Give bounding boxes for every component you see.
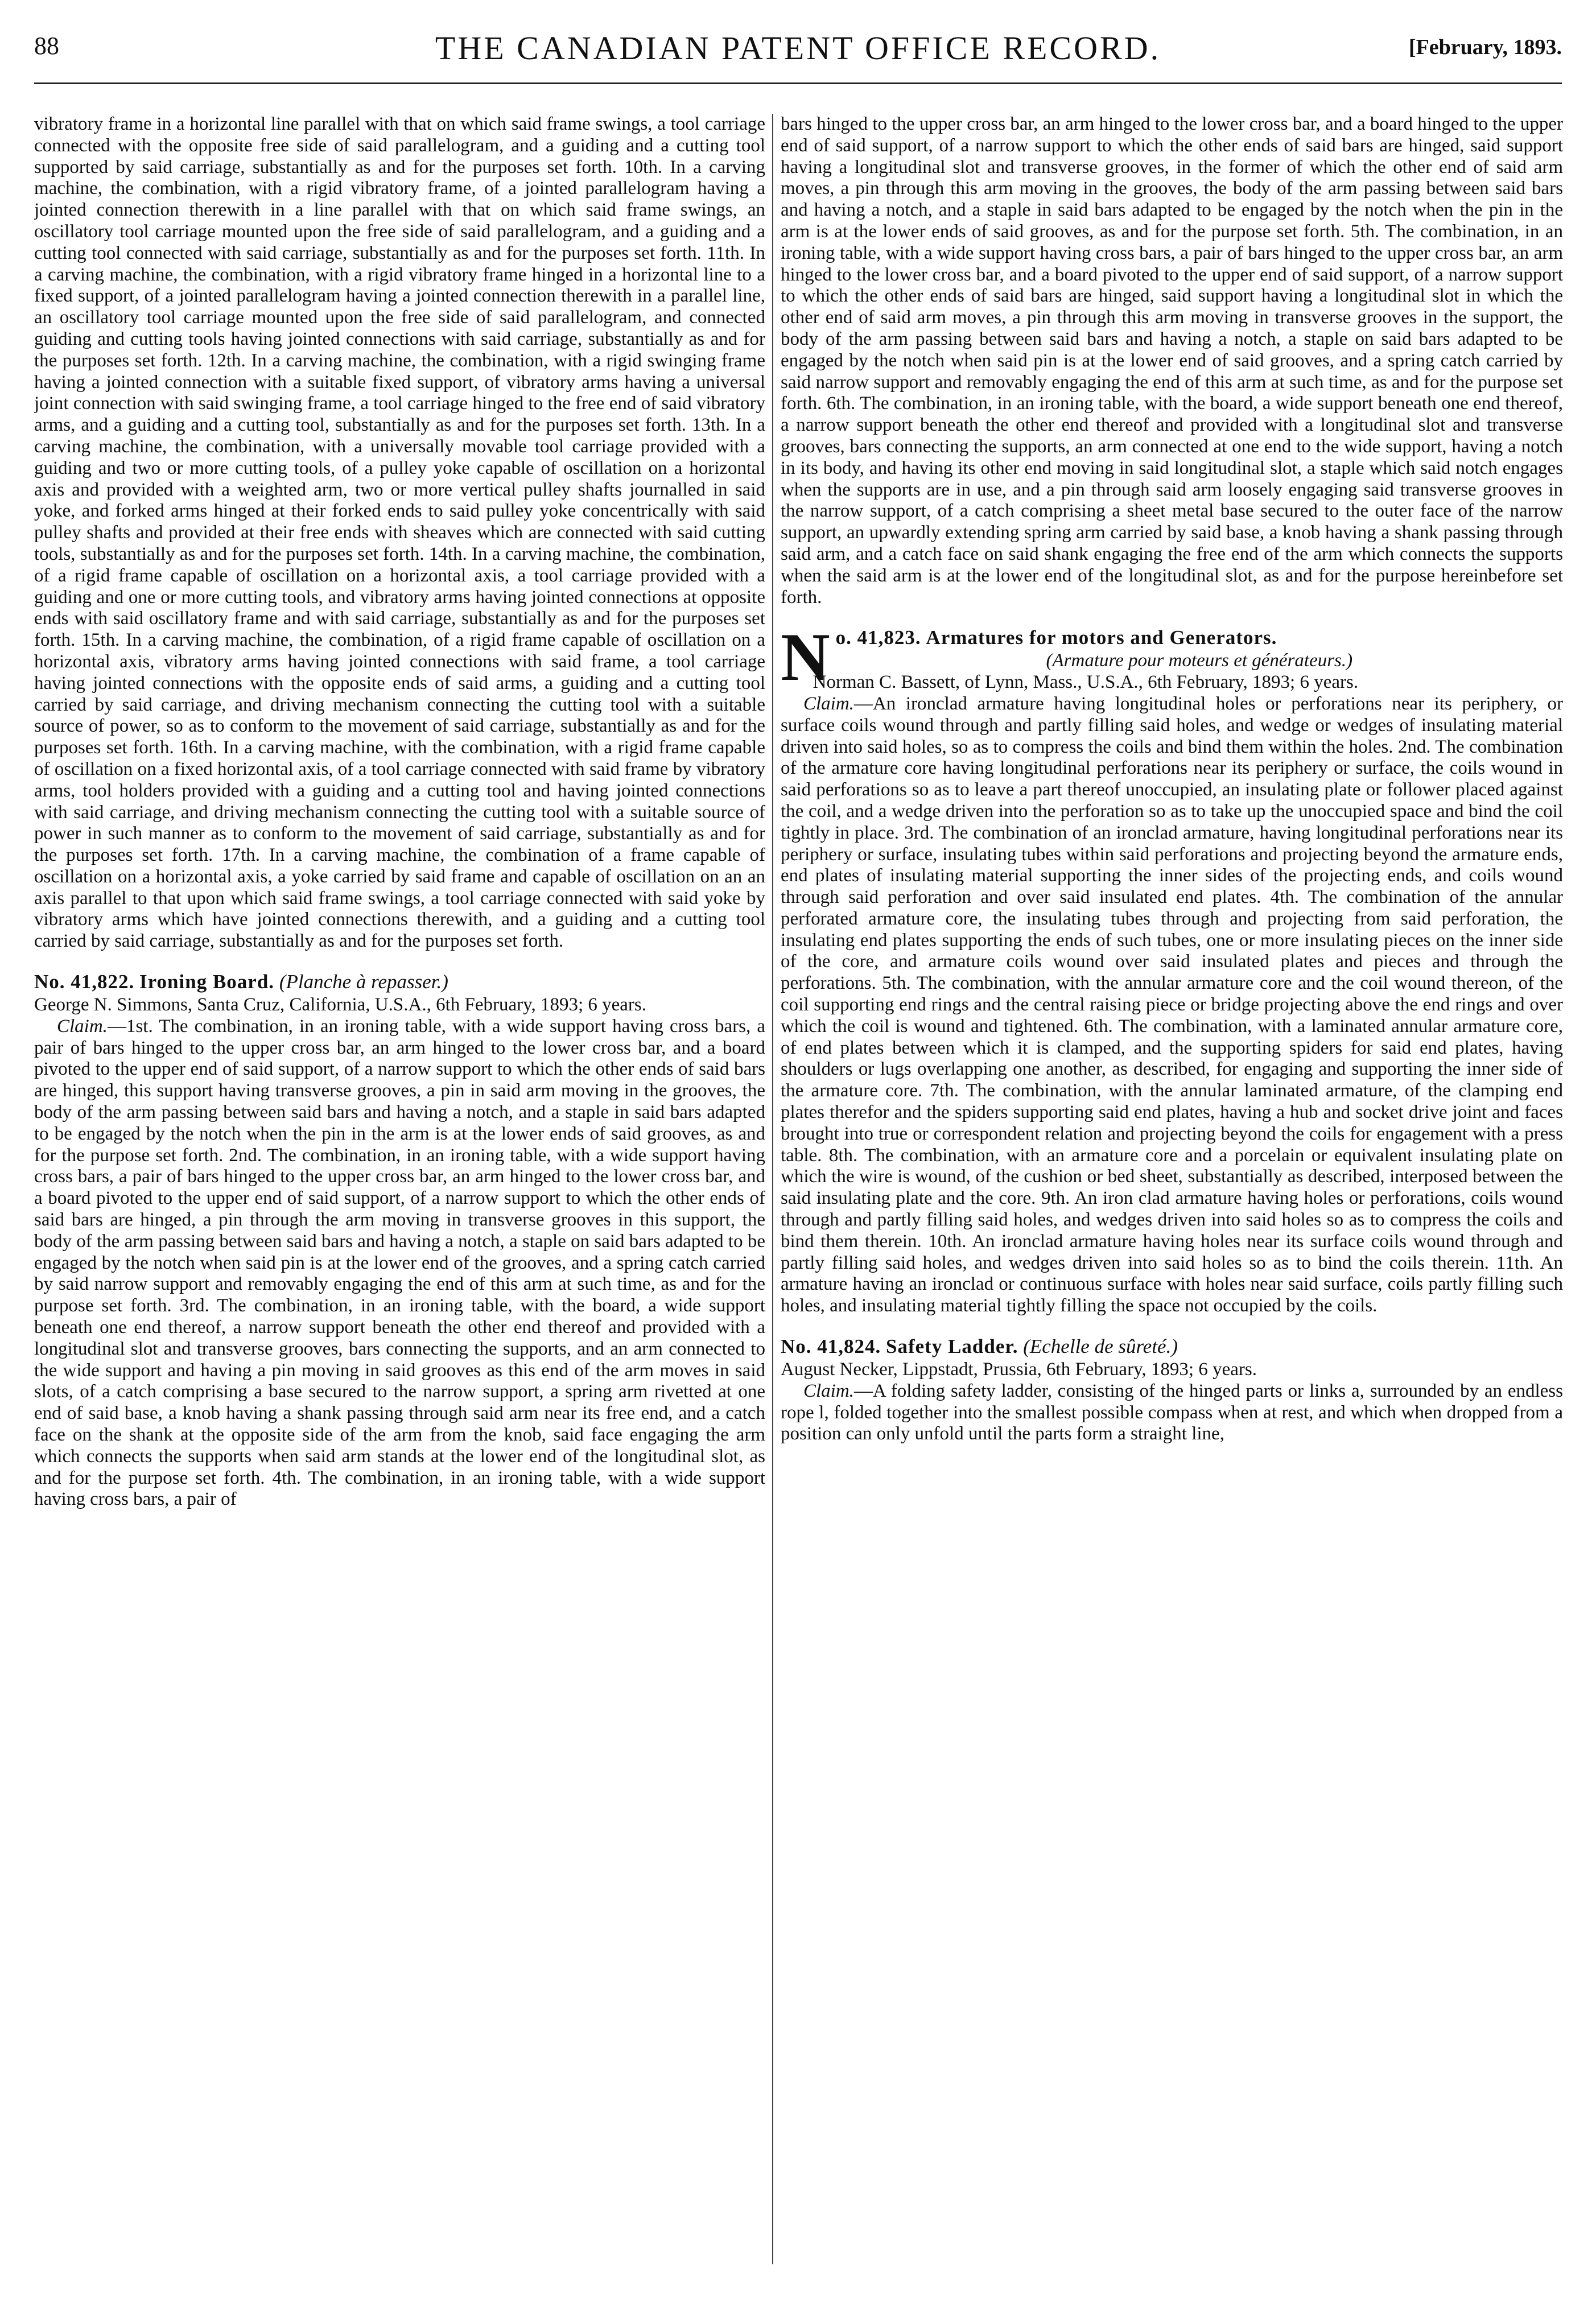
claim-text: —A folding safety ladder, consisting of the hinged parts or links a, surrounded by an endless rope l, folded together into the smallest possible compass when at rest, and which when dropped from a position can only unfold until the parts form a straight line, — [781, 1380, 1563, 1444]
claim-paragraph — [34, 1016, 765, 1510]
patent-number: No. 41,824. — [781, 1335, 881, 1358]
patent-french-title: (Echelle de sûreté.) — [1023, 1335, 1178, 1358]
patent-number: o. 41,823. — [835, 626, 921, 649]
continued-claims-text: vibratory frame in a horizontal line parallel with that on which said frame swings, a tool carriage connected with the opposite free side of said parallelogram, and a guiding and a cutting tool supported by said carriage, substantially as and for the purposes set forth. 10th. In a carving machine, the combination, with a rigid vibratory frame, of a jointed parallelogram having a jointed connection therewith in a line parallel with that on which said frame swings, an oscillatory tool carriage mounted upon the free side of said parallelogram, and a guiding and a cutting tool connected with said carriage, substantially as and for the purposes set forth. 11th. In a carving machine, the combination, with a rigid vibratory frame hinged in a horizontal line to a fixed support, of a jointed parallelogram having a jointed connection therewith in a parallel line, an oscillatory tool carriage mounted upon the free side of said parallelogram, and connected guiding and cutting tools having jointed connections with said carriage, substantially as and for the purposes set forth. 12th. In a carving machine, the combination, with a rigid swinging frame having a jointed connection with a suitable fixed support, of vibratory arms having a universal joint connection with said swinging frame, a tool carriage hinged to the free end of said vibratory arms, and a guiding and a cutting tool, substantially as and for the purposes set forth. 13th. In a carving machine, the combination, with a universally movable tool carriage provided with a guiding and two or more cutting tools, of a pulley yoke capable of oscillation on a horizontal axis and provided with a weighted arm, two or more vertical pulley shafts journalled in said yoke, and forked arms hinged at their forked ends to said pulley yoke concentrically with said pulley shafts and provided at their free ends with sheaves which are connected with said cutting tools, substantially as and for the purposes set forth. 14th. In a carving machine, the combination, of a rigid frame capable of oscillation on a horizontal axis, a tool carriage provided with a guiding and one or more cutting tools, and vibratory arms having jointed connections at opposite ends with said oscillatory frame and with said carriage, substantially as and for the purposes set forth. 15th. In a carving machine, the combination, of a rigid frame capable of oscillation on a horizontal axis, vibratory arms having jointed connections with said frame, a tool carriage having jointed connections with the opposite ends of said arms, a guiding and a cutting tool carried by said carriage, and driving mechanism connecting the cutting tool with a suitable source of power, so as to conform to the movement of said carriage, substantially as and for the purposes set forth. 16th. In a carving machine, with the combination, with a rigid frame capable of oscillation on a fixed horizontal axis, of a tool carriage connected with said frame by vibratory arms, tool holders provided with a guiding and a cutting tool and having jointed connections with said carriage, and driving mechanism connecting the cutting tool with a suitable source of power in such manner as to conform to the movement of said carriage, substantially as and for the purposes set forth. 17th. In a carving machine, the combination of a frame capable of oscillation on a horizontal axis, a yoke carried by said frame and capable of oscillation on an an axis parallel to that upon which said frame swings, a tool carriage connected with said yoke by vibratory arms which have jointed connections therewith, and a guiding and a cutting tool carried by said carriage, substantially as and for the purposes set forth. — [34, 114, 765, 952]
right-column — [781, 114, 1563, 2264]
drop-cap: N — [781, 619, 830, 695]
page-header — [34, 31, 1562, 71]
patent-number: No. 41,822. — [34, 971, 135, 993]
issue-date: [February, 1893. — [1408, 35, 1562, 59]
publication-title: THE CANADIAN PATENT OFFICE RECORD. — [435, 30, 1161, 67]
claim-label: Claim. — [57, 1016, 108, 1037]
claim-label: Claim. — [803, 1380, 854, 1401]
column-divider — [772, 114, 773, 2264]
header-rule — [34, 82, 1562, 84]
page-number: 88 — [34, 32, 59, 60]
patent-title: Ironing Board. — [139, 971, 275, 993]
patent-title: Safety Ladder. — [886, 1335, 1018, 1358]
patentee-line: Norman C. Bassett, of Lynn, Mass., U.S.A., 6th February, 1893; 6 years. — [813, 672, 1359, 693]
patent-heading-41822 — [34, 969, 765, 994]
claim-text: —1st. The combination, in an ironing table, with a wide support having cross bars, a pair of bars hinged to the upper cross bar, an arm hinged to the lower cross bar, and a board pivoted to the upper end of said support, of a narrow support to which the other ends of said bars are hinged, this support having transverse grooves, a pin in said arm moving in the grooves, the body of the arm passing between said bars and having a notch, and a staple in said bars adapted to be engaged by the notch when the pin in the arm is at the lower ends of said grooves, as and for the purpose set forth. 2nd. The combination, in an ironing table, with a wide support having cross bars, a pair of bars hinged to the upper cross bar, an arm hinged to the lower cross bar, and a board pivoted to the upper end of said support, of a narrow support to which the other ends of said bars are hinged, a pin through the arm moving in transverse grooves in this support, the body of the arm passing between said bars and having a notch, a staple on said bars adapted to be engaged by the notch when said pin is at the lower end of the grooves, and a spring catch carried by said narrow support and removably engaging the end of this arm at such time, as and for the purpose set forth. 3rd. The combination, in an ironing table, with the board, a wide support beneath one end thereof, a narrow support beneath the other end thereof and provided with a longitudinal slot and transverse grooves, bars connecting the supports, and an arm connected to the wide support and having a pin moving in said grooves as this end of the arm moves in said slots, of a catch comprising a base secured to the narrow support, a spring arm rivetted at one end of said base, a knob having a shank passing through said arm near its free end, and a catch face on the shank at the opposite side of the arm from the knob, said face engaging the arm which connects the supports when said arm stands at the lower end of the longitudinal slot, as and for the purpose set forth. 4th. The combination, in an ironing table, with a wide support having cross bars, a pair of — [34, 1016, 765, 1510]
patent-french-title: (Planche à repasser.) — [279, 971, 448, 993]
claim-label: Claim. — [803, 693, 854, 714]
claim-paragraph — [781, 694, 1563, 1317]
left-column — [34, 114, 765, 2264]
claim-text: —An ironclad armature having longitudinal holes or perforations near its periphery, or surface coils wound through and partly filling said holes, and wedge or wedges of insulating material driven into said holes, so as to compress the coils and bind them within the holes. 2nd. The combination of the armature core having longitudinal perforations near its periphery or surface, the coils wound in said perforations so as to leave a part thereof unoccupied, an insulating plate or follower placed against the coil, and a wedge driven into the perforation so as to take up the unoccupied space and bind the coil tightly in place. 3rd. The combination of an ironclad armature, having longitudinal perforations near its periphery or surface, insulating tubes within said perforations and projecting beyond the armature ends, end plates of insulating material supporting the inner sides of the projecting ends, and coils wound through said perforation and over said insulated end plates. 4th. The combination of the annular perforated armature core, the insulating tubes through and projecting from said perforation, the insulating end plates supporting the ends of such tubes, one or more insulating pieces on the inner side of the core, and armature coils wound over said insulated plates and pieces and through the perforations. 5th. The combination, with the annular armature core and the coil wound thereon, of the coil supporting end rings and the central raising piece or bridge projecting above the end rings and over which the coil is wound and tightened. 6th. The combination, with a laminated annular armature core, of end plates between which it is clamped, and the supporting spiders for said end plates, having shoulders or lugs overlapping one another, as described, for engaging and supporting the inner side of the armature core. 7th. The combination, with the annular laminated armature, of the clamping end plates therefor and the spiders supporting said end plates, having a hub and socket drive joint and faces brought into true or correspondent relation and projecting beyond the coils for engagement with a press table. 8th. The combination, with an armature core and a porcelain or equivalent insulating plate on which the wire is wound, of the cushion or bed sheet, substantially as described, interposed between the said insulating plate and the core. 9th. An iron clad armature having holes or perforations, coils wound through and partly filling said holes, and wedges driven into said holes so as to compress the coils and bind them therein. 10th. An ironclad armature having holes near its surface coils wound through and partly filling said holes, and wedges driven into said holes so as to bind the coils therein. 11th. An armature having an ironclad or continuous surface with holes near said surface, coils partly filling such holes, and insulating material tightly filling the space not occupied by the coils. — [781, 693, 1563, 1316]
patentee-line: August Necker, Lippstadt, Prussia, 6th February, 1893; 6 years. — [781, 1359, 1257, 1380]
patent-title: Armatures for motors and Generators. — [926, 626, 1277, 649]
patent-french-title: (Armature pour moteurs et générateurs.) — [1046, 650, 1353, 671]
patentee-line: George N. Simmons, Santa Cruz, California, U.S.A., 6th February, 1893; 6 years. — [34, 994, 647, 1016]
claim-paragraph — [781, 1381, 1563, 1445]
continued-claims-text: bars hinged to the upper cross bar, an arm hinged to the lower cross bar, and a board hinged to the upper end of said support, of a narrow support to which the other ends of said bars are hinged, said support having a longitudinal slot and transverse grooves, in the former of which the other end of said arm moves, a pin through this arm moving in the grooves, the body of the arm passing between said bars and having a notch, and a staple in said bars adapted to be engaged by the notch when the pin in the arm is at the lower ends of said grooves, as and for the purpose set forth. 5th. The combination, in an ironing table, with a wide support having cross bars, a pair of bars hinged to the upper cross bar, an arm hinged to the lower cross bar, and a board pivoted to the upper end of said support, of a narrow support to which the other ends of said bars are hinged, said support having a longitudinal slot in which the other end of said arm moves, a pin through this arm moving in transverse grooves in the support, the body of the arm passing between said bars and having a notch, a staple on said bars adapted to be engaged by the notch when said pin is at the lower end of said grooves, and a spring catch carried by said narrow support and removably engaging the end of this arm at such time, as and for the purpose set forth. 6th. The combination, in an ironing table, with the board, a wide support beneath one end thereof, a narrow support beneath the other end thereof and provided with a longitudinal slot and transverse grooves, bars connecting the supports, an arm connected at one end to the wide support, having a notch in its body, and having its other end moving in said longitudinal slot, a staple which said notch engages when the supports are in use, and a pin through said arm loosely engaging said transverse grooves in the narrow support, of a catch comprising a sheet metal base secured to the outer face of the narrow support, an upwardly extending spring arm carried by said base, a knob having a shank passing through said arm, and a catch face on said shank engaging the free end of the arm which connects the supports when the said arm is at the lower end of the longitudinal slot, as and for the purpose hereinbefore set forth. — [781, 114, 1563, 608]
patent-heading-41824 — [781, 1334, 1563, 1359]
